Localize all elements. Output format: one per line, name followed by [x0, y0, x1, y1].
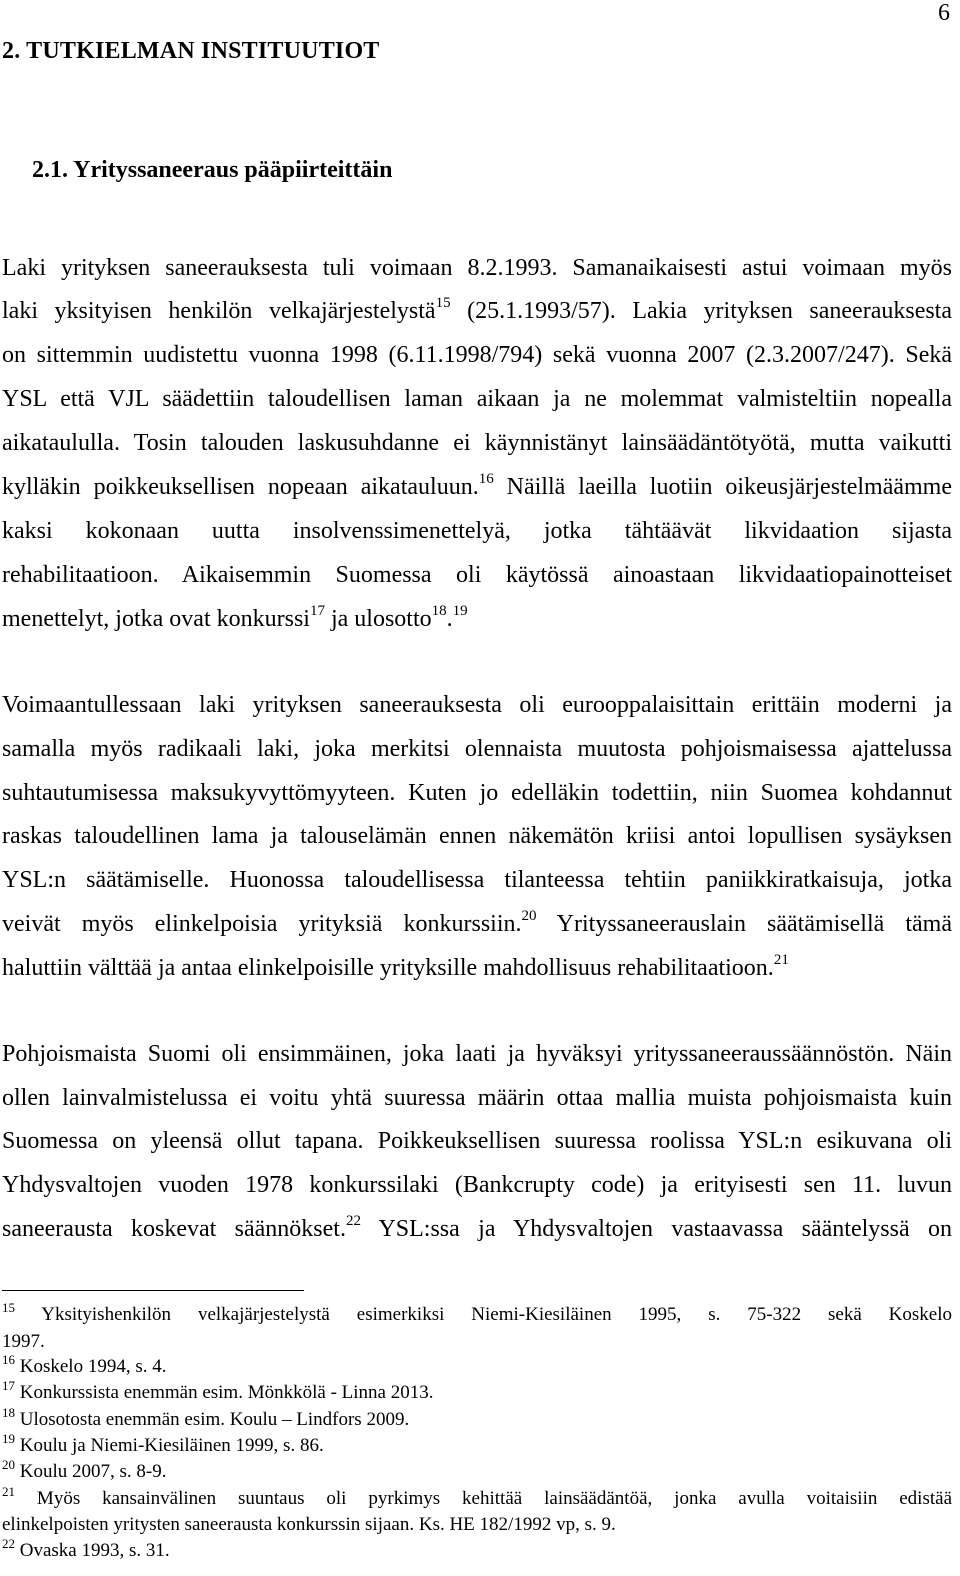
footnote-continuation: 1997.	[2, 1331, 45, 1352]
footnote-ref[interactable]: 17	[309, 603, 325, 619]
page-number: 6	[938, 0, 950, 26]
footnote-ref[interactable]: 21	[773, 952, 789, 968]
footnote-text: Ovaska 1993, s. 31.	[19, 1540, 170, 1561]
text-run: (25.1.1993/57). Lakia yrityksen saneerauksesta	[450, 298, 953, 324]
footnote-ref[interactable]: 19	[452, 603, 468, 619]
footnote-ref[interactable]: 16	[478, 471, 494, 487]
main-heading: 2. TUTKIELMAN INSTITUUTIOT	[2, 38, 380, 64]
text-run: kylläkin poikkeuksellisen nopeaan aikatauluun.	[2, 474, 479, 500]
footnote-text: Yksityishenkilön velkajärjestelystä esimerkiksi Niemi-Kiesiläinen 1995, s. 75-322 sekä Koskelo	[41, 1304, 953, 1325]
footnote-number: 17	[2, 1378, 15, 1393]
paragraph-line	[2, 908, 952, 938]
sub-heading: 2.1. Yrityssaneeraus pääpiirteittäin	[32, 157, 393, 183]
text-run: Näillä laeilla luotiin oikeusjärjestelmäämme	[493, 474, 952, 500]
text-run: saneerausta koskevat säännökset.	[2, 1216, 346, 1242]
footnote-ref[interactable]: 22	[345, 1213, 361, 1229]
footnote-20	[2, 1457, 167, 1483]
footnote-continuation: elinkelpoisten yritysten saneerausta konkurssin sijaan. Ks. HE 182/1992 vp, s. 9.	[2, 1514, 616, 1535]
footnote-17	[2, 1378, 434, 1404]
text-run: veivät myös elinkelpoisia yrityksiä konkurssiin.	[2, 911, 522, 937]
text-run: Yrityssaneerauslain säätämisellä tämä	[536, 911, 952, 937]
footnote-text: Myös kansainvälinen suuntaus oli pyrkimys kehittää lainsäädäntöä, jonka avulla voitaisiin edistää	[36, 1488, 953, 1509]
footnote-number: 16	[2, 1352, 15, 1367]
footnote-number: 20	[2, 1457, 15, 1472]
paragraph-line: samalla myös radikaali laki, joka merkitsi olennaista muutosta pohjoismaisessa ajattelussa	[2, 736, 952, 762]
footnote-number: 18	[2, 1405, 15, 1420]
footnote-15	[2, 1300, 953, 1326]
text-run: laki yksityisen henkilön velkajärjestelystä	[2, 298, 436, 324]
footnote-text: Koskelo 1994, s. 4.	[19, 1356, 167, 1377]
footnote-number: 19	[2, 1431, 15, 1446]
paragraph-line: on sittemmin uudistettu vuonna 1998 (6.11.1998/794) sekä vuonna 2007 (2.3.2007/247). Sekä	[2, 342, 952, 368]
paragraph-line: YSL että VJL säädettiin taloudellisen laman aikaan ja ne molemmat valmisteltiin nopealla	[2, 386, 952, 412]
footnote-16	[2, 1352, 167, 1378]
footnote-ref[interactable]: 15	[435, 295, 451, 311]
footnote-separator	[2, 1290, 304, 1291]
footnote-text: Koulu ja Niemi-Kiesiläinen 1999, s. 86.	[19, 1435, 324, 1456]
footnote-text: Ulosotosta enemmän esim. Koulu – Lindfors 2009.	[19, 1409, 410, 1430]
text-run: menettelyt, jotka ovat konkurssi	[2, 606, 310, 632]
footnote-number: 22	[2, 1536, 15, 1551]
paragraph-line	[2, 471, 952, 501]
footnote-22	[2, 1536, 170, 1562]
footnote-text: Koulu 2007, s. 8-9.	[19, 1461, 167, 1482]
paragraph-line: Laki yrityksen saneerauksesta tuli voimaan 8.2.1993. Samanaikaisesti astui voimaan myös	[2, 255, 952, 281]
paragraph-line: aikataululla. Tosin talouden laskusuhdanne ei käynnistänyt lainsäädäntötyötä, mutta vaikutti	[2, 430, 952, 456]
footnote-number: 15	[2, 1300, 15, 1315]
paragraph-line: Suomessa on yleensä ollut tapana. Poikkeuksellisen suuressa roolissa YSL:n esikuvana oli	[2, 1128, 952, 1154]
text-run: haluttiin välttää ja antaa elinkelpoisille yrityksille mahdollisuus rehabilitaatioon.	[2, 955, 774, 981]
footnote-ref[interactable]: 20	[521, 908, 537, 924]
text-run: ja ulosotto	[324, 606, 432, 632]
paragraph-line: YSL:n säätämiselle. Huonossa taloudellisessa tilanteessa tehtiin paniikkiratkaisuja, jotka	[2, 867, 952, 893]
footnote-ref[interactable]: 18	[431, 603, 447, 619]
paragraph-line: raskas taloudellinen lama ja talouselämän ennen näkemätön kriisi antoi lopullisen sysäyksen	[2, 823, 952, 849]
footnote-text: Konkurssista enemmän esim. Mönkkölä - Linna 2013.	[19, 1382, 434, 1403]
footnote-21	[2, 1484, 953, 1510]
paragraph-line: Yhdysvaltojen vuoden 1978 konkurssilaki (Bankcrupty code) ja erityisesti sen 11. luvun	[2, 1172, 952, 1198]
paragraph-line: Pohjoismaista Suomi oli ensimmäinen, joka laati ja hyväksyi yrityssaneeraussäännöstön. Näin	[2, 1041, 952, 1067]
paragraph-line: Voimaantullessaan laki yrityksen saneerauksesta oli eurooppalaisittain erittäin moderni ja	[2, 692, 952, 718]
footnote-number: 21	[2, 1484, 15, 1499]
footnote-19	[2, 1431, 324, 1457]
footnote-18	[2, 1405, 410, 1431]
paragraph-line	[2, 603, 952, 633]
paragraph-line	[2, 295, 953, 325]
paragraph-line	[2, 1213, 952, 1243]
text-run: .	[446, 606, 453, 632]
paragraph-line: rehabilitaatioon. Aikaisemmin Suomessa oli käytössä ainoastaan likvidaatiopainotteiset	[2, 562, 952, 588]
text-run: YSL:ssa ja Yhdysvaltojen vastaavassa sääntelyssä on	[360, 1216, 952, 1242]
paragraph-line: suhtautumisessa maksukyvyttömyyteen. Kuten jo edelläkin todettiin, niin Suomea kohdannut	[2, 780, 952, 806]
paragraph-line: kaksi kokonaan uutta insolvenssimenettelyä, jotka tähtäävät likvidaation sijasta	[2, 518, 952, 544]
paragraph-line	[2, 952, 952, 982]
paragraph-line: ollen lainvalmistelussa ei voitu yhtä suuressa määrin ottaa mallia muista pohjoismaista kuin	[2, 1085, 952, 1111]
